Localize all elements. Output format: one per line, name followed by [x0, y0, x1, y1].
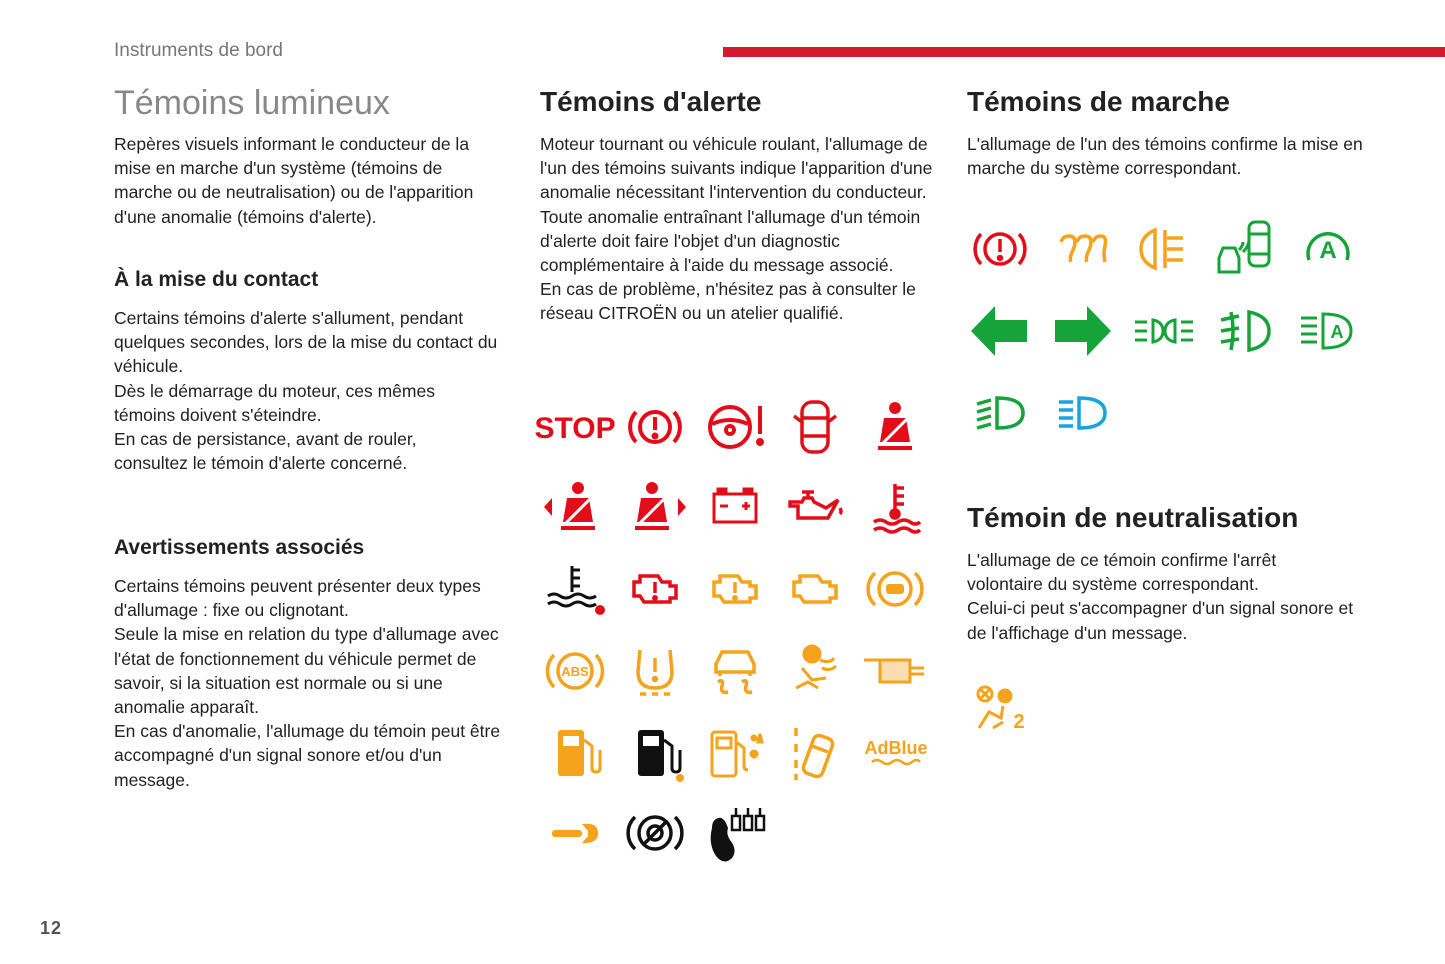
- neutral-block: [967, 498, 1367, 645]
- esp-icon: [702, 638, 768, 704]
- column-intro: [114, 82, 514, 790]
- preheating-icon: [1049, 216, 1115, 282]
- fuel-contamination-icon: [702, 720, 768, 786]
- alert-text-block: [540, 132, 938, 326]
- intro-paragraph: Repères visuels informant le conducteur de la mise en marche d'un système (témoins de marche ou de neutralisation) ou de l'apparition d'une anomalie (témoins d'alerte).: [114, 134, 474, 227]
- svg-text:A: A: [1330, 322, 1344, 342]
- contact-paragraph-1: Certains témoins d'alerte s'allument, pendant quelques secondes, lors de la mise du contact du véhicule.: [114, 308, 498, 377]
- warnings-paragraph-2: Seule la mise en relation du type d'allumage avec l'état de fonctionnement du véhicule permet de savoir, si la situation est normale ou si une anomalie apparaît.: [114, 624, 499, 718]
- running-paragraph: L'allumage de l'un des témoins confirme la mise en marche du système correspondant.: [967, 134, 1363, 179]
- auto-wipe-icon: [1295, 216, 1361, 282]
- tyre-pressure-icon: [622, 638, 688, 704]
- braking-assist-icon: [862, 556, 928, 622]
- abs-icon: [542, 638, 608, 704]
- lane-departure-icon: [782, 720, 848, 786]
- stop-label: STOP: [534, 412, 616, 445]
- running-text-block: [967, 132, 1367, 180]
- alert-paragraph-3: En cas de problème, n'hésitez pas à consulter le réseau CITROËN ou un atelier qualifié.: [540, 279, 916, 324]
- seatbelt-right-icon: [622, 474, 688, 540]
- adblue-icon: [862, 720, 928, 786]
- neutral-paragraph-1: L'allumage de ce témoin confirme l'arrêt volontaire du système correspondant.: [967, 550, 1277, 595]
- page-number: 12: [40, 918, 63, 938]
- power-steering-icon: [702, 394, 768, 460]
- door-open-icon: [782, 394, 848, 460]
- coolant-level-icon: [542, 556, 608, 622]
- adblue-label: AdBlue: [864, 738, 928, 758]
- running-icons-grid: [967, 216, 1387, 446]
- svg-text:A: A: [1319, 237, 1337, 264]
- brake-warning-icon: [622, 394, 688, 460]
- oil-pressure-icon: [782, 474, 848, 540]
- stop-icon: [534, 394, 616, 460]
- contact-paragraph-3: En cas de persistance, avant de rouler, consultez le témoin d'alerte concerné.: [114, 429, 417, 474]
- svg-text:2: 2: [1013, 711, 1025, 733]
- passenger-airbag-off-icon: [967, 678, 1033, 744]
- neutral-heading: Témoin de neutralisation: [967, 502, 1299, 533]
- foot-on-pedal-icon: [702, 800, 768, 866]
- alert-paragraph-1: Moteur tournant ou véhicule roulant, l'allumage de l'un des témoins suivants indique l'apparition d'une anomalie nécessitant l'intervention du conducteur.: [540, 134, 933, 203]
- particle-filter-icon: [862, 638, 928, 704]
- coolant-temp-icon: [862, 474, 928, 540]
- parking-brake-icon: [967, 216, 1033, 282]
- sidelights-icon: [1131, 298, 1197, 364]
- contact-paragraph-2: Dès le démarrage du moteur, ces mêmes témoins doivent s'éteindre.: [114, 380, 435, 425]
- page-title: Témoins lumineux: [114, 84, 390, 122]
- main-beam-icon: [1049, 380, 1115, 446]
- alert-heading: Témoins d'alerte: [540, 86, 762, 117]
- airbag-icon: [782, 638, 848, 704]
- warnings-paragraph-1: Certains témoins peuvent présenter deux types d'allumage : fixe ou clignotant.: [114, 576, 481, 621]
- park-assist-icon: [1213, 216, 1279, 282]
- svg-text:ABS: ABS: [561, 664, 589, 679]
- alert-paragraph-2: Toute anomalie entraînant l'allumage d'un témoin d'alerte doit faire l'objet d'un diagnostic complémentaire à l'aide du message associé.: [540, 206, 921, 276]
- section-label: Instruments de bord: [114, 40, 283, 61]
- dipped-beam-icon: [967, 380, 1033, 446]
- rear-fog-icon: [1131, 216, 1197, 282]
- fuel-black-icon: [622, 720, 688, 786]
- front-fog-icon: [1213, 298, 1279, 364]
- seatbelt-icon: [862, 394, 928, 460]
- engine-fault-orange-icon: [702, 556, 768, 622]
- engine-fault-red-icon: [622, 556, 688, 622]
- warnings-heading: Avertissements associés: [114, 536, 365, 559]
- left-indicator-icon: [967, 298, 1033, 364]
- electric-parking-brake-icon: [622, 800, 688, 866]
- seatbelt-left-icon: [542, 474, 608, 540]
- battery-icon: [702, 474, 768, 540]
- contact-block: [114, 266, 504, 475]
- auto-main-beam-icon: [1295, 298, 1361, 364]
- service-wrench-icon: [542, 800, 608, 866]
- right-indicator-icon: [1049, 298, 1115, 364]
- alert-icons-grid: [534, 394, 940, 874]
- running-heading: Témoins de marche: [967, 86, 1230, 117]
- header-accent-bar: [723, 47, 1445, 57]
- intro-block: [114, 132, 504, 229]
- column-running: [967, 82, 1387, 643]
- neutral-paragraph-2: Celui-ci peut s'accompagner d'un signal sonore et de l'affichage d'un message.: [967, 598, 1354, 643]
- warnings-block: [114, 534, 509, 792]
- engine-self-test-icon: [782, 556, 848, 622]
- column-alert: [540, 82, 940, 324]
- contact-heading: À la mise du contact: [114, 268, 319, 291]
- fuel-low-icon: [542, 720, 608, 786]
- warnings-paragraph-3: En cas d'anomalie, l'allumage du témoin peut être accompagné d'un signal sonore et/ou d'un message.: [114, 721, 501, 790]
